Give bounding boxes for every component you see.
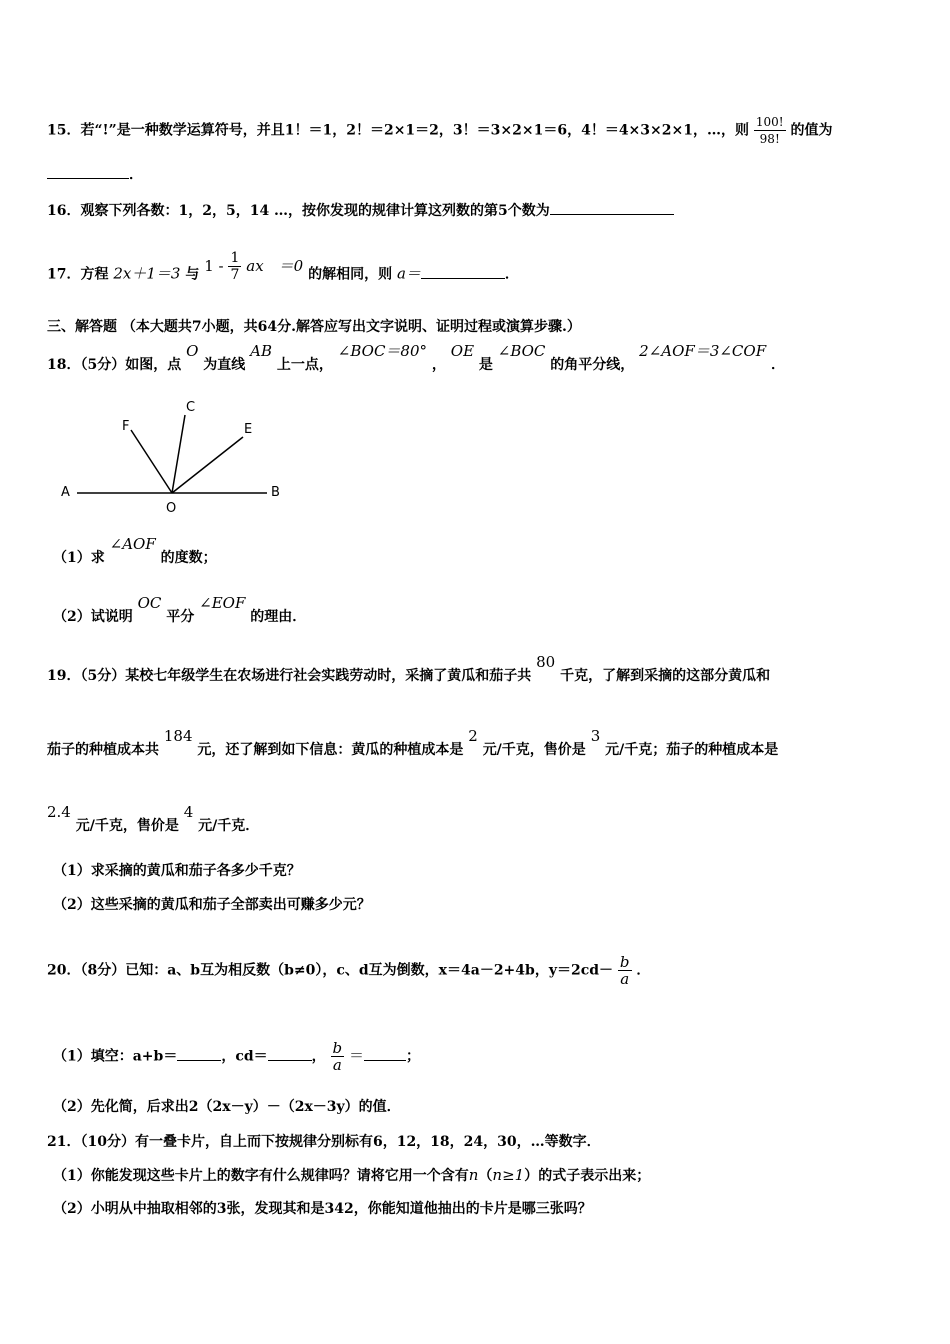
q17-frac-top: 1	[230, 250, 240, 266]
q19-l2-a: 元，还了解到如下信息：黄瓜的种植成本是	[197, 742, 464, 758]
q20-sub1-end: ；	[406, 1048, 421, 1065]
q19-n184: 184	[163, 727, 193, 745]
question-17	[47, 250, 519, 291]
question-15-blank-line	[47, 164, 143, 184]
q17-frac-bottom: 7	[230, 267, 240, 283]
q18-sub2-suf: 的理由．	[250, 609, 307, 625]
q21-sub-1	[53, 1166, 650, 1185]
q18-prefix: 18．（5分）如图，点	[47, 357, 182, 373]
q20-end: ．	[636, 962, 651, 979]
q20-sub1-eq: ＝	[349, 1046, 365, 1065]
q18-ray-oe: OE	[450, 342, 475, 360]
q20-sub1-mid1: ，cd＝	[221, 1048, 268, 1065]
q19-l1-suf: 千克，了解到采摘的这部分黄瓜和	[560, 668, 771, 684]
q21-sub1-close: ）	[524, 1168, 539, 1184]
question-19-line-2	[47, 727, 779, 759]
ray-of	[131, 430, 172, 493]
label-a: A	[61, 485, 70, 500]
q20-blank-ba[interactable]	[364, 1046, 406, 1061]
q17-a-eq: a＝	[396, 264, 421, 283]
q20-blank-cd[interactable]	[268, 1046, 312, 1061]
q20-sub1-frac-bottom: a	[332, 1056, 342, 1074]
question-21: 21．（10分）有一叠卡片，自上而下按规律分别标有6，12，18，24，30，…等数字．	[47, 1134, 601, 1150]
q20-sub1-mid2: ，	[311, 1048, 326, 1065]
angle-figure	[55, 395, 295, 520]
q18-relation: 2∠AOF＝3∠COF	[639, 342, 767, 360]
q21-sub1-suf: 的式子表示出来；	[538, 1168, 651, 1184]
section-3-title: 三、解答题 （本大题共7小题，共64分.解答应写出文字说明、证明过程或演算步骤.）	[47, 319, 581, 335]
q17-mid: 与	[185, 266, 200, 283]
q17-end: ．	[504, 266, 519, 283]
q18-end: ．	[771, 357, 785, 373]
q17-answer-blank[interactable]	[421, 264, 505, 279]
q20-sub-2: （2）先化简，后求出2（2x－y）－（2x－3y）的值．	[53, 1099, 401, 1115]
q19-n4: 4	[183, 803, 194, 821]
q18-sub1-suf: 的度数；	[160, 550, 217, 566]
q19-l1-pre: 19．（5分）某校七年级学生在农场进行社会实践劳动时，采摘了黄瓜和茄子共	[47, 668, 532, 684]
q15-frac-bottom: 98!	[759, 132, 780, 146]
q17-ax: ax ＝0	[246, 256, 304, 275]
q17-prefix: 17．方程	[47, 266, 109, 283]
question-19-line-1	[47, 653, 771, 685]
question-18	[47, 342, 785, 374]
q16-text: 16．观察下列各数：1，2，5，14 …，按你发现的规律计算这列数的第5个数为	[47, 203, 550, 219]
q18-angle-boc-80: ∠BOC＝80°	[337, 342, 428, 360]
q18-sub-1	[53, 535, 217, 567]
q19-l3-a: 元/千克，售价是	[75, 818, 179, 834]
question-16	[47, 200, 674, 220]
q15-end: ．	[129, 167, 143, 183]
q15-text: 15．若“!”是一种数学运算符号，并且1！＝1，2！＝2×1＝2，3！＝3×2×1＝6，4！＝4×3×2×1，…，则	[47, 122, 749, 139]
q19-l2-c: 元/千克；茄子的种植成本是	[605, 742, 779, 758]
ray-oc	[172, 415, 185, 493]
q21-sub1-cond: n≥1	[492, 1166, 525, 1184]
q15-suffix: 的值为	[790, 122, 833, 139]
q19-l2-b: 元/千克，售价是	[482, 742, 586, 758]
q18-t3: 是	[478, 357, 493, 373]
q20-text: 20．（8分）已知：a、b互为相反数（b≠0），c、d互为倒数，x＝4a－2+4b，y＝2cd－	[47, 962, 614, 979]
q18-comma: ，	[431, 357, 446, 373]
q18-sub2-oc: OC	[137, 594, 162, 612]
q17-equation-1: 2x＋1＝3	[113, 264, 181, 283]
q20-sub1-pre: （1）填空：a+b＝	[53, 1048, 178, 1065]
q17-suffix: 的解相同，则	[308, 266, 393, 283]
q18-sub-2	[53, 594, 307, 626]
label-c: C	[186, 400, 196, 415]
q17-one: 1 -	[204, 256, 224, 275]
question-20	[47, 954, 650, 987]
q21-sub1-open: （	[478, 1168, 493, 1184]
q18-sub2-mid: 平分	[166, 609, 195, 625]
q18-t1: 为直线	[203, 357, 246, 373]
ray-oe	[172, 437, 243, 493]
label-e: E	[244, 422, 253, 437]
q15-fraction	[754, 114, 786, 147]
q21-sub1-pre: （1）你能发现这些卡片上的数字有什么规律吗？请将它用一个含有	[53, 1168, 469, 1184]
q20-sub1-fraction	[331, 1040, 345, 1073]
label-o: O	[166, 501, 177, 516]
q18-point-o: O	[186, 342, 199, 360]
label-b: B	[271, 485, 280, 500]
q19-n24: 2.4	[47, 803, 71, 821]
question-15	[47, 114, 832, 147]
q19-n3: 3	[590, 727, 601, 745]
q19-n80: 80	[536, 653, 556, 671]
q18-sub2-angle: ∠EOF	[199, 594, 246, 612]
q18-t4: 的角平分线，	[550, 357, 635, 373]
q18-sub1-angle: ∠AOF	[109, 535, 156, 553]
q20-frac-top: b	[619, 953, 630, 971]
q15-answer-blank[interactable]	[47, 164, 129, 179]
q17-fraction	[228, 250, 241, 283]
q20-fraction	[618, 954, 632, 987]
q18-line-ab: AB	[250, 342, 273, 360]
q21-sub1-n: n	[468, 1166, 479, 1184]
q16-answer-blank[interactable]	[550, 200, 674, 215]
q20-sub1-frac-top: b	[332, 1039, 343, 1057]
q20-frac-bottom: a	[620, 970, 630, 988]
q19-n2: 2	[468, 727, 478, 745]
q21-sub-2: （2）小明从中抽取相邻的3张，发现其和是342，你能知道他抽出的卡片是哪三张吗？	[53, 1201, 592, 1217]
q18-sub2-pre: （2）试说明	[53, 609, 133, 625]
label-f: F	[122, 419, 130, 434]
q20-sub-1	[53, 1040, 420, 1073]
q19-sub-1: （1）求采摘的黄瓜和茄子各多少千克？	[53, 863, 301, 879]
q19-sub-2: （2）这些采摘的黄瓜和茄子全部卖出可赚多少元？	[53, 897, 371, 913]
q19-l3-b: 元/千克．	[198, 818, 260, 834]
q20-blank-ab[interactable]	[177, 1046, 221, 1061]
q19-l2-pre: 茄子的种植成本共	[47, 742, 159, 758]
q15-frac-top: 100!	[755, 115, 784, 129]
q18-sub1-pre: （1）求	[53, 550, 105, 566]
q18-t2: 上一点，	[276, 357, 333, 373]
question-19-line-3	[47, 803, 260, 835]
q18-angle-boc: ∠BOC	[497, 342, 546, 360]
